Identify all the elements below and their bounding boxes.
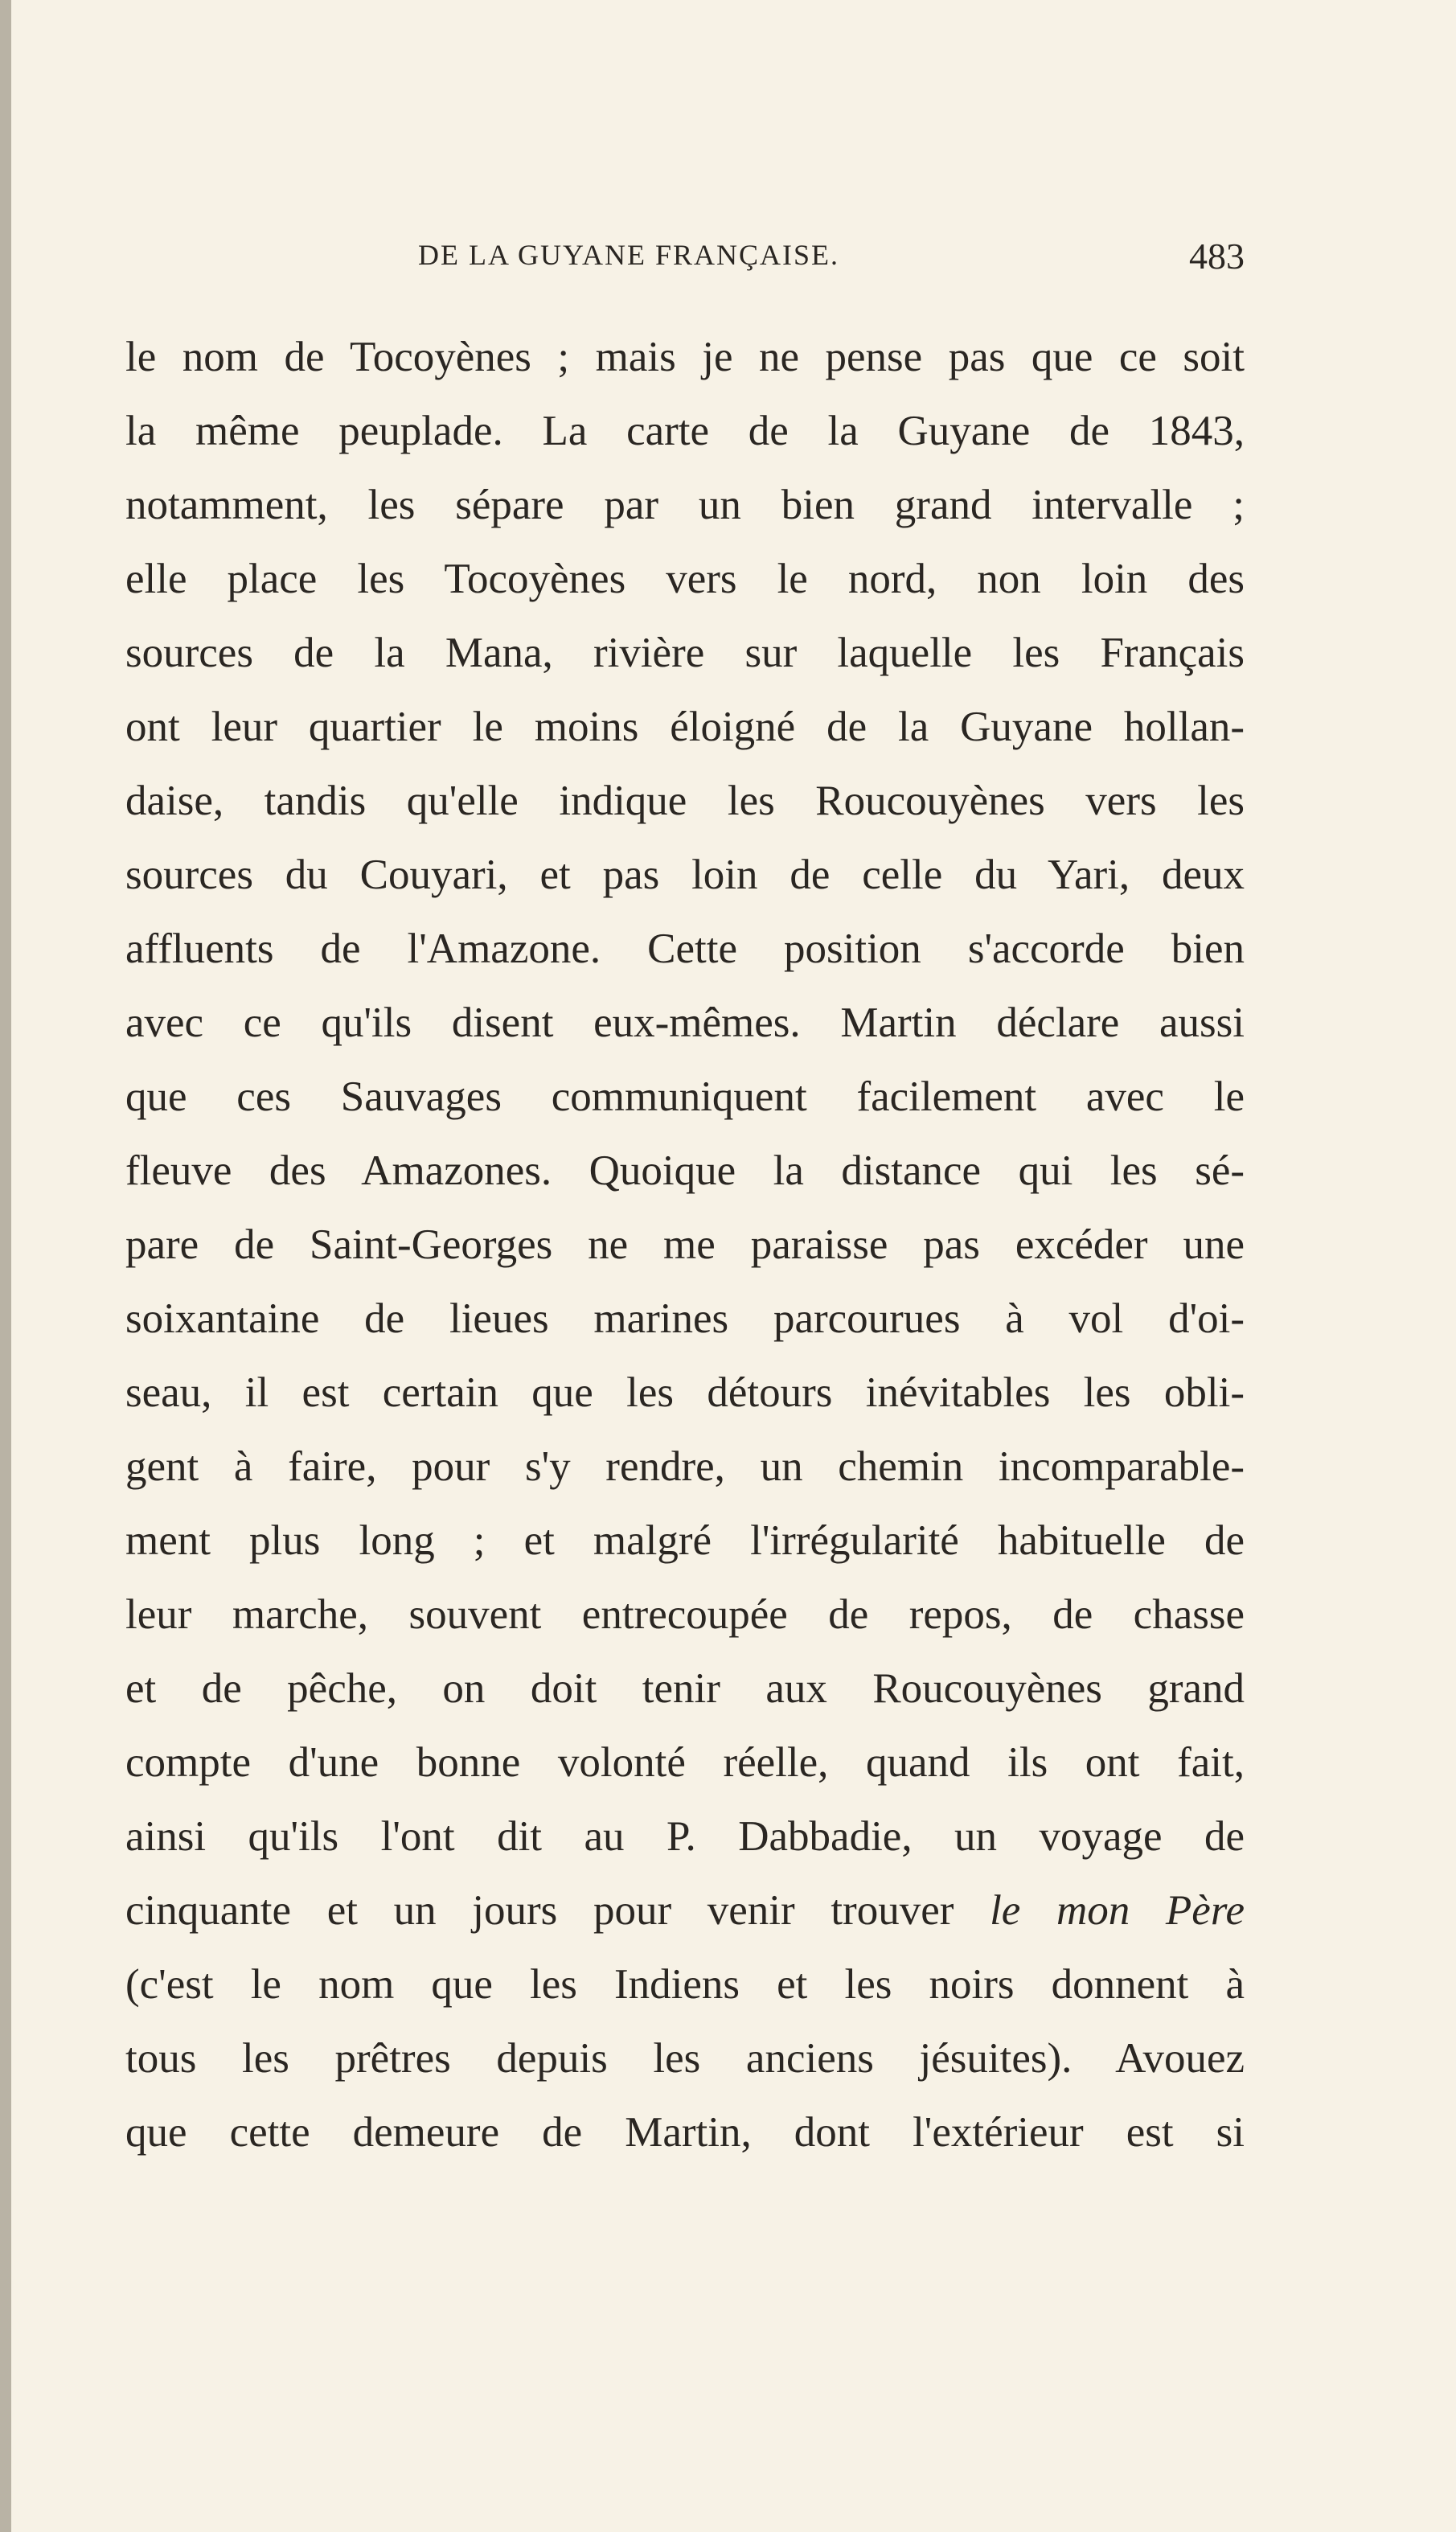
text-line: ont leur quartier le moins éloigné de la Guyane hollan- xyxy=(125,704,1245,750)
text-line: que cette demeure de Martin, dont l'extérieur est si xyxy=(125,2109,1245,2156)
text-line: la même peuplade. La carte de la Guyane de 1843, xyxy=(125,408,1245,454)
italic-phrase: le mon Père xyxy=(990,1887,1245,1934)
running-head: DE LA GUYANE FRANÇAISE. xyxy=(418,239,840,271)
page-gutter-edge xyxy=(0,0,11,2532)
text-line: (c'est le nom que les Indiens et les noirs donnent à xyxy=(125,1961,1245,2008)
text-line: et de pêche, on doit tenir aux Roucouyènes grand xyxy=(125,1665,1245,1712)
text-line: ment plus long ; et malgré l'irrégularité habituelle de xyxy=(125,1517,1245,1564)
text-line: gent à faire, pour s'y rendre, un chemin incomparable- xyxy=(125,1443,1245,1490)
text-line: seau, il est certain que les détours inévitables les obli- xyxy=(125,1369,1245,1416)
text-line: pare de Saint-Georges ne me paraisse pas excéder une xyxy=(125,1221,1245,1268)
page-header xyxy=(418,238,1245,286)
text-line: le nom de Tocoyènes ; mais je ne pense pas que ce soit xyxy=(125,334,1245,380)
text-line: compte d'une bonne volonté réelle, quand ils ont fait, xyxy=(125,1739,1245,1786)
text-line: fleuve des Amazones. Quoique la distance qui les sé- xyxy=(125,1147,1245,1194)
body-text xyxy=(125,320,1245,2169)
text-line: tous les prêtres depuis les anciens jésuites). Avouez xyxy=(125,2035,1245,2082)
text-segment: cinquante et un jours pour venir trouver xyxy=(125,1887,954,1934)
text-line: daise, tandis qu'elle indique les Roucouyènes vers les xyxy=(125,778,1245,824)
text-line: soixantaine de lieues marines parcourues à vol d'oi- xyxy=(125,1295,1245,1342)
text-line: notamment, les sépare par un bien grand intervalle ; xyxy=(125,482,1245,528)
text-line: leur marche, souvent entrecoupée de repos, de chasse xyxy=(125,1591,1245,1638)
text-line-with-italic xyxy=(125,1873,1245,1947)
text-line: affluents de l'Amazone. Cette position s'accorde bien xyxy=(125,925,1245,972)
text-line: avec ce qu'ils disent eux-mêmes. Martin déclare aussi xyxy=(125,999,1245,1046)
text-line: sources du Couyari, et pas loin de celle du Yari, deux xyxy=(125,852,1245,898)
text-line: elle place les Tocoyènes vers le nord, non loin des xyxy=(125,556,1245,602)
text-line: ainsi qu'ils l'ont dit au P. Dabbadie, un voyage de xyxy=(125,1813,1245,1860)
page-number: 483 xyxy=(1189,236,1245,277)
text-line: sources de la Mana, rivière sur laquelle les Français xyxy=(125,630,1245,676)
text-line: que ces Sauvages communiquent facilement avec le xyxy=(125,1073,1245,1120)
